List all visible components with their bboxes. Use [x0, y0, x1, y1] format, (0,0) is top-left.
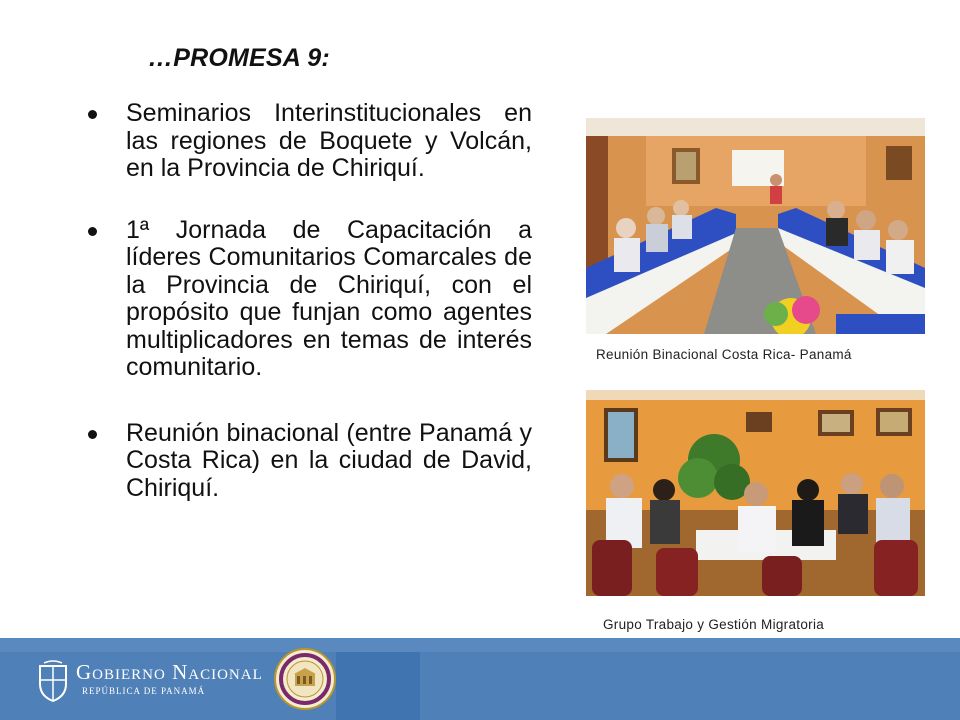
- meeting-photo-icon: [586, 118, 925, 334]
- org-title: Gobierno Nacional: [76, 660, 263, 684]
- photo-caption: Reunión Binacional Costa Rica- Panamá: [596, 347, 852, 362]
- bullet-dot-icon: [88, 110, 97, 119]
- bullet-dot-icon: [88, 430, 97, 439]
- bullet-item: [88, 100, 532, 183]
- bullet-text: Reunión binacional (entre Panamá y Costa Rica) en la ciudad de David, Chiriquí.: [126, 418, 532, 502]
- photo-caption: Grupo Trabajo y Gestión Migratoria: [603, 617, 825, 632]
- bullet-dot-icon: [88, 227, 97, 236]
- bullet-text: Seminarios Interinstitucionales en las regiones de Boquete y Volcán, en la Provincia de Chiriquí.: [126, 99, 532, 182]
- footer-logo-box: [336, 652, 420, 720]
- org-subtitle: REPÚBLICA DE PANAMÁ: [82, 686, 206, 696]
- institutional-seal-icon: [274, 648, 336, 710]
- bullet-list: [88, 100, 532, 536]
- slide-title: …PROMESA 9:: [148, 44, 330, 72]
- bullet-item: [88, 217, 532, 382]
- bullet-text: 1ª Jornada de Capacitación a líderes Comunitarios Comarcales de la Provincia de Chiriquí, con el propósito que funjan como agentes multiplicadores en temas de interés comunitario.: [126, 215, 532, 381]
- workgroup-photo-icon: [586, 390, 925, 596]
- footer-band: [0, 638, 960, 652]
- coat-of-arms-icon: [36, 660, 70, 702]
- bullet-item: [88, 420, 532, 503]
